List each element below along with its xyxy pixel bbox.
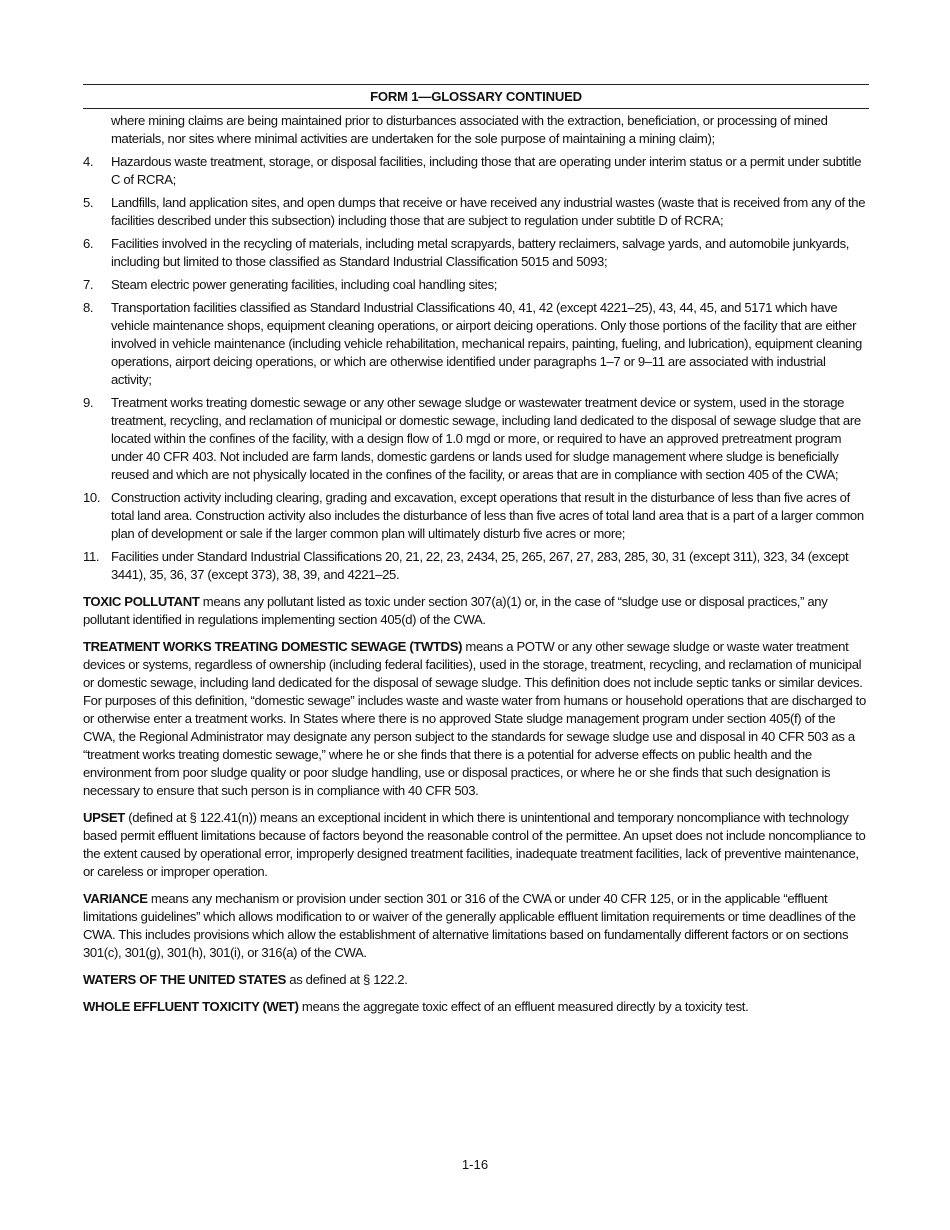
- list-item-number: 5.: [83, 195, 94, 210]
- definition-text: means any pollutant listed as toxic under section 307(a)(1) or, in the case of “sludge use or disposal practices,” any pollutant identified in regulations implementing section 405(d) of the CWA.: [83, 594, 828, 627]
- list-item-text: Construction activity including clearing, grading and excavation, except operations that result in the disturbance of less than five acres of total land area. Construction activity also includes the disturbance of less than five acres of total land area that is a part of a larger common plan of development or sale if the larger common plan will ultimately disturb five acres or more;: [111, 490, 864, 541]
- list-item: [83, 194, 869, 230]
- continued-paragraph: where mining claims are being maintained prior to disturbances associated with the extraction, beneficiation, or processing of mined materials, nor sites where minimal activities are undertaken for the sole purpose of maintaining a mining claim);: [111, 113, 828, 146]
- industrial-activity-list: [83, 153, 869, 584]
- list-item: [83, 276, 869, 294]
- definition-whole-effluent-toxicity: [83, 998, 869, 1016]
- definition-text: as defined at § 122.2.: [285, 972, 408, 987]
- list-item-text: Landfills, land application sites, and open dumps that receive or have received any industrial wastes (waste that is received from any of the facilities described under this subsection) including those that are subject to regulation under subtitle D of RCRA;: [111, 195, 866, 228]
- page-number: 1-16: [461, 1157, 489, 1172]
- definition-twtds: [83, 638, 869, 800]
- list-item-text: Steam electric power generating facilities, including coal handling sites;: [111, 277, 498, 292]
- list-item-number: 6.: [83, 236, 94, 251]
- list-item-number: 4.: [83, 154, 94, 169]
- definition-term: WHOLE EFFLUENT TOXICITY (WET): [83, 999, 299, 1014]
- list-item-text: Facilities under Standard Industrial Classifications 20, 21, 22, 23, 2434, 25, 265, 267, 27, 283, 285, 30, 31 (except 311), 323, 34 (except 3441), 35, 36, 37 (except 373), 38, 39, and 4221–25.: [111, 549, 849, 582]
- definition-variance: [83, 890, 869, 962]
- list-item: [83, 299, 869, 389]
- list-item-text: Treatment works treating domestic sewage or any other sewage sludge or wastewater treatment device or system, used in the storage treatment, recycling, and reclamation of municipal or domestic sewage, including land dedicated to the disposal of sewage sludge that are located within the confines of the facility, with a design flow of 1.0 mgd or more, or required to have an approved pretreatment program under 40 CFR 403. Not included are farm lands, domestic gardens or lands used for sludge management where sludge is beneficially reused and which are not physically located in the confines of the facility, or areas that are in compliance with section 405 of the CWA;: [111, 395, 861, 482]
- section-header: FORM 1—GLOSSARY CONTINUED: [83, 84, 869, 109]
- list-item: [83, 548, 869, 584]
- list-item-number: 10.: [83, 490, 101, 505]
- list-item: [83, 235, 869, 271]
- definition-term: TREATMENT WORKS TREATING DOMESTIC SEWAGE (TWTDS): [83, 639, 463, 654]
- definition-term: TOXIC POLLUTANT: [83, 594, 200, 609]
- list-item-number: 8.: [83, 300, 94, 315]
- list-item-text: Hazardous waste treatment, storage, or disposal facilities, including those that are operating under interim status or a permit under subtitle C of RCRA;: [111, 154, 862, 187]
- list-item-text: Transportation facilities classified as Standard Industrial Classifications 40, 41, 42 (except 4221–25), 43, 44, 45, and 5171 which have vehicle maintenance shops, equipment cleaning operations, or airport deicing operations. Only those portions of the facility that are either involved in vehicle maintenance (including vehicle rehabilitation, mechanical repairs, painting, fueling, and lubrication), equipment cleaning operations, airport deicing operations, or which are otherwise identified under paragraphs 1–7 or 9–11 are associated with industrial activity;: [111, 300, 862, 387]
- list-item-number: 11.: [83, 549, 100, 564]
- definition-text: means the aggregate toxic effect of an effluent measured directly by a toxicity test.: [298, 999, 749, 1014]
- definition-upset: [83, 809, 869, 881]
- list-item: [83, 394, 869, 484]
- definition-waters-of-the-united-states: [83, 971, 869, 989]
- definition-text: means a POTW or any other sewage sludge or waste water treatment devices or systems, regardless of ownership (including federal facilities), used in the storage, treatment, recycling, and reclamation of municipal or domestic sewage, including land dedicated for the disposal of sewage sludge. This definition does not include septic tanks or similar devices. For purposes of this definition, “domestic sewage” includes waste and waste water from humans or household operations that are discharged to or otherwise enter a treatment works. In States where there is no approved State sludge management program under section 405(f) of the CWA, the Regional Administrator may designate any person subject to the standards for sewage sludge use and disposal in 40 CFR 503 as a “treatment works treating domestic sewage,” where he or she finds that there is a potential for adverse effects on public health and the environment from poor sludge quality or poor sludge handling, use or disposal practices, or where he or she finds that such designation is necessary to ensure that such person is in compliance with 40 CFR 503.: [83, 639, 866, 798]
- definition-text: means any mechanism or provision under section 301 or 316 of the CWA or under 40 CFR 125, or in the applicable “effluent limitations guidelines” which allows modification to or waiver of the generally applicable effluent limitation requirements or time deadlines of the CWA. This includes provisions which allow the establishment of alternative limitations based on fundamentally different factors or on sections 301(c), 301(g), 301(h), 301(i), or 316(a) of the CWA.: [83, 891, 856, 960]
- definition-toxic-pollutant: [83, 593, 869, 629]
- definition-term: WATERS OF THE UNITED STATES: [83, 972, 286, 987]
- definition-term: VARIANCE: [83, 891, 148, 906]
- definition-term: UPSET: [83, 810, 125, 825]
- definition-text: (defined at § 122.41(n)) means an exceptional incident in which there is unintentional and temporary noncompliance with technology based permit effluent limitations because of factors beyond the reasonable control of the permittee. An upset does not include noncompliance to the extent caused by operational error, improperly designed treatment facilities, inadequate treatment facilities, lack of preventive maintenance, or careless or improper operation.: [83, 810, 866, 879]
- list-item-number: 9.: [83, 395, 94, 410]
- document-page: [83, 84, 869, 1016]
- list-item: [83, 489, 869, 543]
- list-item-number: 7.: [83, 277, 94, 292]
- list-item: [83, 153, 869, 189]
- list-item-text: Facilities involved in the recycling of materials, including metal scrapyards, battery reclaimers, salvage yards, and automobile junkyards, including but limited to those classified as Standard Industrial Classification 5015 and 5093;: [111, 236, 850, 269]
